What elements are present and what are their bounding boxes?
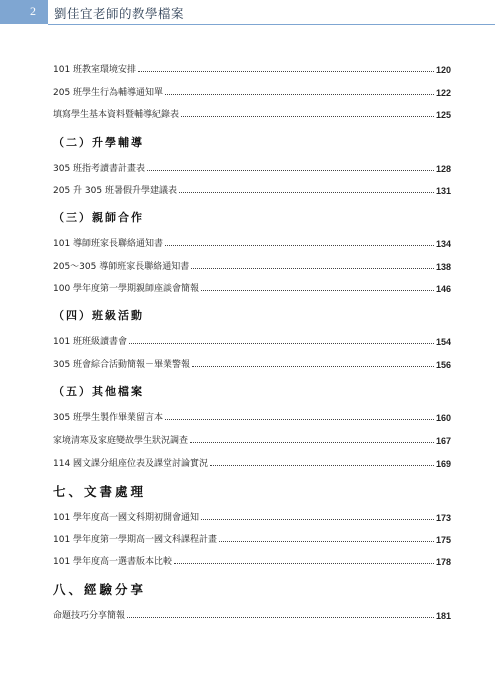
toc-entry-page: 146 — [435, 284, 451, 294]
toc-entry-page: 125 — [435, 110, 451, 120]
toc-entry-page: 120 — [435, 65, 451, 75]
chapter-heading: 七、文書處理 — [53, 484, 147, 499]
header-title: 劉佳宜老師的教學檔案 — [54, 6, 185, 21]
toc-entry-page: 154 — [435, 337, 451, 347]
dot-leader — [127, 617, 434, 618]
toc-entry[interactable] — [53, 258, 451, 272]
dot-leader — [191, 268, 434, 269]
dot-leader — [174, 563, 434, 564]
toc-entry-page: 131 — [435, 186, 451, 196]
toc-entry[interactable] — [53, 455, 451, 469]
toc-entry-page: 134 — [435, 239, 451, 249]
toc-entry-page: 178 — [435, 557, 451, 567]
toc-entry[interactable] — [53, 409, 451, 423]
toc-entry[interactable] — [53, 607, 451, 621]
toc-entry-page: 175 — [435, 535, 451, 545]
toc-entry[interactable] — [53, 333, 451, 347]
dot-leader — [129, 343, 434, 344]
section-heading: （五）其他檔案 — [53, 385, 144, 398]
toc-entry-title: 305 班學生製作畢業留言本 — [53, 413, 164, 423]
dot-leader — [165, 94, 434, 95]
toc-entry-title: 101 學年度第一學期高一國文科課程計畫 — [53, 535, 218, 545]
dot-leader — [179, 192, 434, 193]
dot-leader — [219, 541, 434, 542]
toc-entry-page: 128 — [435, 164, 451, 174]
toc-entry-title: 100 學年度第一學期親師座談會簡報 — [53, 284, 200, 294]
dot-leader — [181, 116, 434, 117]
dot-leader — [210, 465, 434, 466]
dot-leader — [165, 419, 434, 420]
toc-entry-page: 138 — [435, 262, 451, 272]
toc-entry[interactable] — [53, 182, 451, 196]
toc-entry-page: 169 — [435, 459, 451, 469]
toc-entry-page: 122 — [435, 88, 451, 98]
toc-entry-title: 填寫學生基本資料暨輔導紀錄表 — [53, 110, 180, 120]
toc-entry-title: 101 學年度高一選書版本比較 — [53, 557, 173, 567]
dot-leader — [201, 290, 434, 291]
chapter-heading: 八、經驗分享 — [53, 582, 147, 597]
toc-entry-title: 101 學年度高一國文科期初開會通知 — [53, 513, 200, 523]
dot-leader — [192, 366, 434, 367]
toc-entry-title: 家境清寒及家庭變故學生狀況調查 — [53, 436, 189, 446]
toc-entry[interactable] — [53, 280, 451, 294]
dot-leader — [138, 71, 434, 72]
toc-entry[interactable] — [53, 84, 451, 98]
toc-entry-page: 173 — [435, 513, 451, 523]
toc-entry-title: 101 導師班家長聯絡通知書 — [53, 239, 164, 249]
toc-entry-page: 181 — [435, 611, 451, 621]
toc-entry-title: 101 班教室環境安排 — [53, 65, 137, 75]
toc-entry-page: 160 — [435, 413, 451, 423]
page-number: 2 — [30, 4, 36, 18]
dot-leader — [147, 170, 434, 171]
dot-leader — [190, 442, 434, 443]
toc-entry[interactable] — [53, 160, 451, 174]
toc-entry[interactable] — [53, 432, 451, 446]
toc-entry-page: 156 — [435, 360, 451, 370]
section-heading: （三）親師合作 — [53, 211, 144, 224]
toc-entry-page: 167 — [435, 436, 451, 446]
toc-entry-title: 101 班班級讀書會 — [53, 337, 128, 347]
toc-entry-title: 命題技巧分享簡報 — [53, 611, 126, 621]
toc-entry[interactable] — [53, 356, 451, 370]
toc-entry-title: 305 班會綜合活動簡報－畢業警報 — [53, 360, 191, 370]
toc-entry-title: 205 升 305 班暑假升學建議表 — [53, 186, 177, 196]
toc-entry-title: 114 國文課分組座位表及課堂討論實況 — [53, 459, 209, 469]
toc-entry[interactable] — [53, 106, 451, 120]
dot-leader — [165, 245, 434, 246]
toc-entry[interactable] — [53, 235, 451, 249]
toc-entry[interactable] — [53, 553, 451, 567]
toc-entry[interactable] — [53, 61, 451, 75]
toc-entry-title: 205～305 導師班家長聯絡通知書 — [53, 262, 190, 272]
toc-entry[interactable] — [53, 531, 451, 545]
toc-entry-title: 205 班學生行為輔導通知單 — [53, 88, 164, 98]
toc-entry-title: 305 班指考讀書計畫表 — [53, 164, 146, 174]
section-heading: （四）班級活動 — [53, 309, 144, 322]
toc-entry[interactable] — [53, 509, 451, 523]
dot-leader — [201, 519, 434, 520]
section-heading: （二）升學輔導 — [53, 136, 144, 149]
